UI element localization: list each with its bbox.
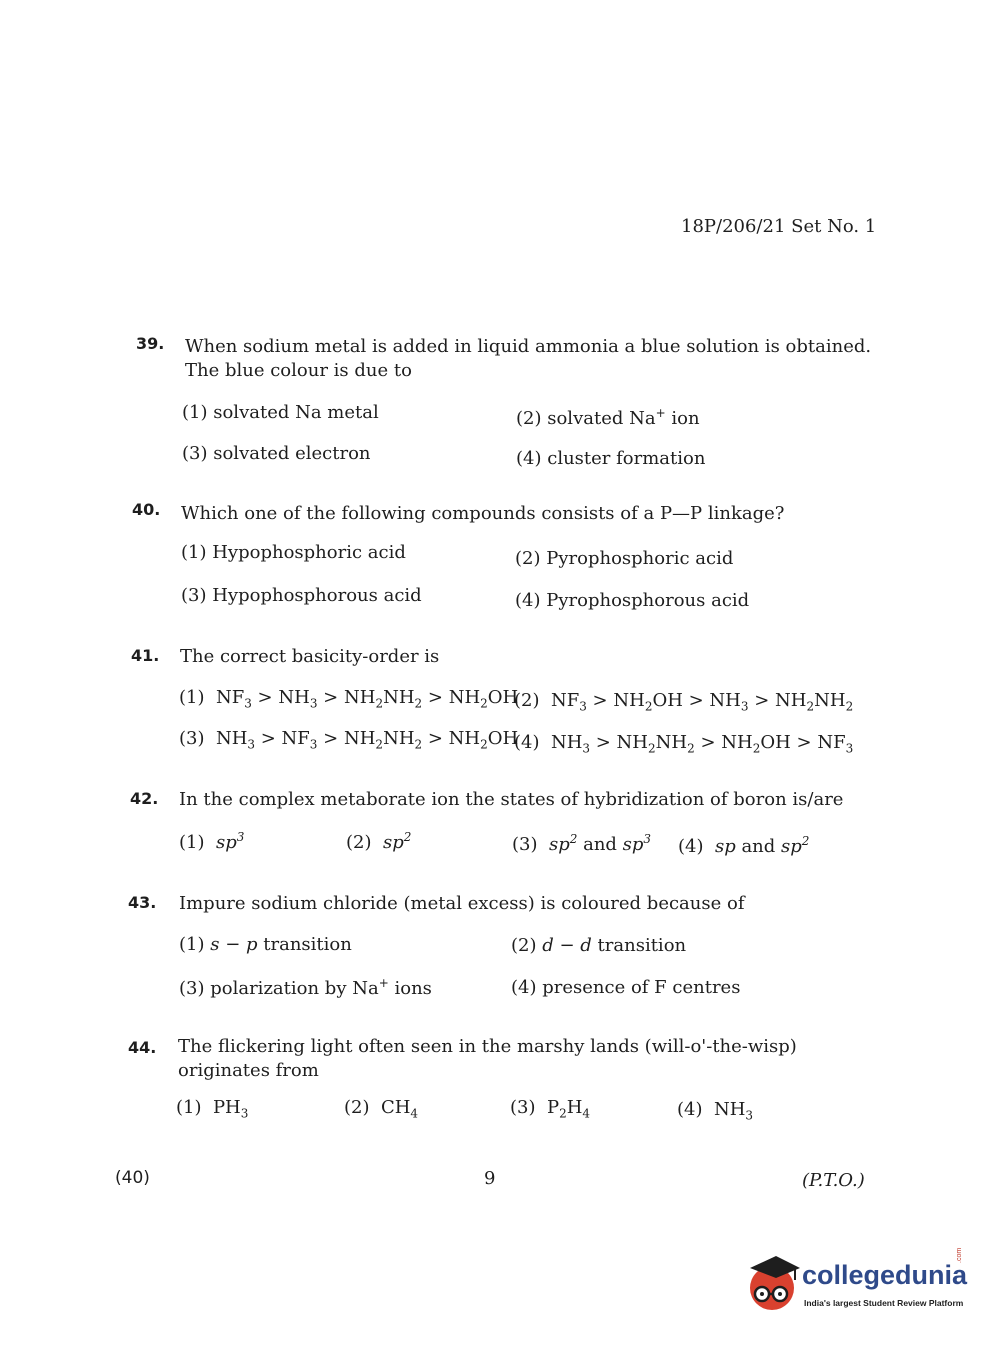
question-number-42: 42.	[130, 789, 159, 808]
q42-option-2: (2) $sp^2$	[346, 830, 412, 853]
q42-option-3: (3) $sp^2$ and $sp^3$	[512, 832, 652, 855]
question-text-39: When sodium metal is added in liquid ammonia a blue solution is obtained. The blue colour is due to	[185, 336, 872, 381]
q41-option-4: (4) $NH_3 > NH_2NH_2 > NH_2OH > NF_3$	[514, 732, 854, 756]
q43-option-2: (2) d − d transition	[511, 935, 687, 956]
q42-option-4: (4) sp and $sp^2$	[678, 834, 810, 857]
q44-option-3: (3) $P_2H_4$	[510, 1097, 591, 1121]
collegedunia-logo[interactable]	[742, 1247, 972, 1320]
q44-option-2: (2) $CH_4$	[344, 1097, 419, 1121]
q43-option-1: (1) s − p transition	[179, 934, 352, 955]
question-text-40: Which one of the following compounds consists of a P—P linkage?	[181, 503, 785, 524]
question-text-41: The correct basicity-order is	[180, 646, 440, 667]
q41-option-3: (3) $NH_3 > NF_3 > NH_2NH_2 > NH_2OH$	[179, 728, 519, 752]
footer-left: (40)	[115, 1168, 150, 1188]
q41-option-2: (2) $NF_3 > NH_2OH > NH_3 > NH_2NH_2$	[514, 690, 854, 714]
q40-option-3: (3) Hypophosphorous acid	[181, 585, 422, 606]
q40-option-2: (2) Pyrophosphoric acid	[515, 548, 734, 569]
footer-right: (P.T.O.)	[802, 1170, 865, 1191]
question-number-43: 43.	[128, 893, 157, 912]
logo-wordmark: collegedunia	[802, 1260, 968, 1290]
mascot-icon	[742, 1250, 802, 1316]
question-number-40: 40.	[132, 500, 161, 519]
question-number-41: 41.	[131, 646, 160, 665]
question-text-44: The flickering light often seen in the marshy lands (will-o'-the-wisp) originates from	[178, 1036, 797, 1081]
page-number: 9	[484, 1168, 496, 1189]
logo-suffix: .com	[956, 1247, 963, 1263]
paper-code: 18P/206/21 Set No. 1	[681, 216, 877, 237]
q44-option-1: (1) $PH_3$	[176, 1097, 249, 1121]
q39-option-2: (2) solvated Na+ ion	[516, 406, 700, 429]
q39-option-4: (4) cluster formation	[516, 448, 706, 469]
question-number-44: 44.	[128, 1038, 157, 1057]
question-text-42: In the complex metaborate ion the states of hybridization of boron is/are	[179, 789, 844, 810]
q44-option-4: (4) $NH_3$	[677, 1099, 754, 1123]
q43-option-4: (4) presence of F centres	[511, 977, 741, 998]
q41-option-1: (1) $NF_3 > NH_3 > NH_2NH_2 > NH_2OH$	[179, 687, 519, 711]
q40-option-4: (4) Pyrophosphorous acid	[515, 590, 750, 611]
question-number-39: 39.	[136, 334, 165, 353]
q40-option-1: (1) Hypophosphoric acid	[181, 542, 406, 563]
q39-option-1: (1) solvated Na metal	[182, 402, 379, 423]
logo-tagline: India's largest Student Review Platform	[804, 1298, 964, 1308]
q43-option-3: (3) polarization by Na+ ions	[179, 976, 432, 999]
q42-option-1: (1) $sp^3$	[179, 830, 245, 853]
question-text-43: Impure sodium chloride (metal excess) is coloured because of	[179, 893, 745, 914]
q39-option-3: (3) solvated electron	[182, 443, 371, 464]
